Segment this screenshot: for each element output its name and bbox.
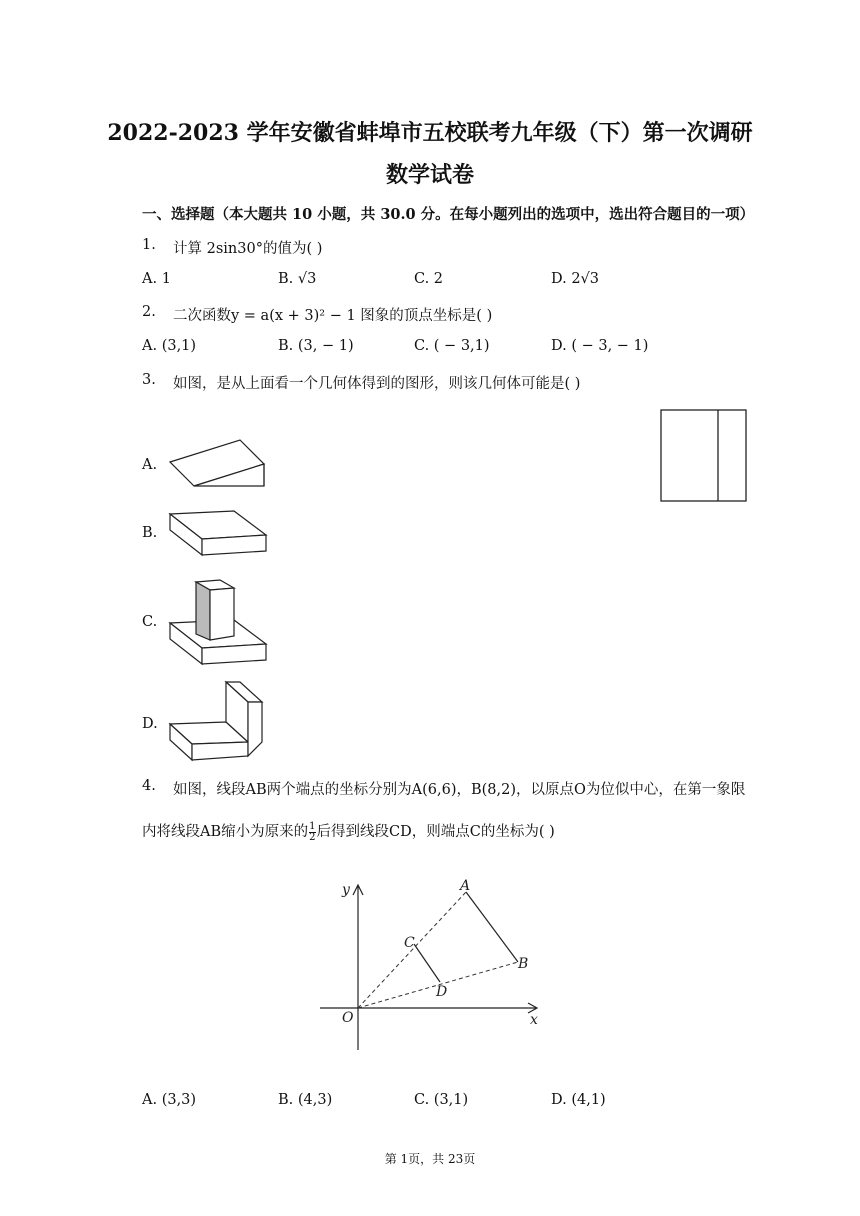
q3-option-d: D. bbox=[142, 716, 158, 732]
page-title: 2022-2023 学年安徽省蚌埠市五校联考九年级（下）第一次调研 bbox=[107, 120, 753, 146]
top-view-figure bbox=[660, 409, 748, 503]
q3-solid-c-block-on-slab bbox=[168, 578, 272, 670]
q4-option-d: D. (4,1) bbox=[551, 1092, 606, 1108]
question-4-text-line2-start: 内将线段AB缩小为原来的 bbox=[142, 824, 309, 840]
q3-option-a: A. bbox=[142, 457, 158, 473]
page-subtitle: 数学试卷 bbox=[385, 162, 474, 188]
label-b: B bbox=[518, 956, 529, 972]
q1-option-b: B. √3 bbox=[278, 271, 317, 287]
q3-option-c: C. bbox=[142, 614, 158, 630]
question-4-number: 4. bbox=[142, 778, 156, 794]
q1-option-d: D. 2√3 bbox=[551, 271, 600, 287]
label-x: x bbox=[530, 1012, 538, 1028]
q4-option-c: C. (3,1) bbox=[414, 1092, 469, 1108]
q2-option-b: B. (3, − 1) bbox=[278, 338, 354, 354]
q3-option-b: B. bbox=[142, 525, 158, 541]
page-footer: 第 1页，共 23页 bbox=[384, 1152, 476, 1166]
label-a: A bbox=[460, 878, 471, 894]
label-o: O bbox=[342, 1010, 354, 1026]
question-1-text: 计算 2sin30°的值为( ) bbox=[173, 241, 323, 257]
q2-option-a: A. (3,1) bbox=[142, 338, 197, 354]
q3-solid-b-slab bbox=[168, 509, 272, 559]
section-header: 一、选择题（本大题共 10 小题，共 30.0 分。在每小题列出的选项中，选出符合题目的一项） bbox=[142, 206, 755, 223]
q2-option-c: C. ( − 3,1) bbox=[414, 338, 490, 354]
q1-option-a: A. 1 bbox=[142, 271, 171, 287]
label-d: D bbox=[436, 984, 448, 1000]
question-2-number: 2. bbox=[142, 304, 156, 320]
fraction-denominator: 2 bbox=[309, 831, 316, 843]
fraction-numerator: 1 bbox=[309, 820, 316, 832]
label-y: y bbox=[342, 882, 350, 898]
coordinate-figure bbox=[318, 878, 548, 1054]
q3-solid-a-wedge bbox=[168, 438, 272, 490]
question-1-number: 1. bbox=[142, 237, 156, 253]
q1-option-c: C. 2 bbox=[414, 271, 444, 287]
q4-option-a: A. (3,3) bbox=[142, 1092, 197, 1108]
fraction-one-half bbox=[309, 822, 315, 843]
q3-solid-d-l-shape bbox=[168, 680, 272, 770]
q2-option-d: D. ( − 3, − 1) bbox=[551, 338, 649, 354]
question-4-text-line2 bbox=[142, 820, 555, 843]
question-2-text: 二次函数y = a(x + 3)² − 1 图象的顶点坐标是( ) bbox=[173, 308, 493, 324]
label-c: C bbox=[404, 935, 415, 951]
q4-option-b: B. (4,3) bbox=[278, 1092, 333, 1108]
question-4-text-line2-end: 后得到线段CD，则端点C的坐标为( ) bbox=[316, 824, 555, 840]
question-3-number: 3. bbox=[142, 372, 156, 388]
question-3-text: 如图，是从上面看一个几何体得到的图形，则该几何体可能是( ) bbox=[173, 376, 581, 392]
question-4-text-line1: 如图，线段AB两个端点的坐标分别为A(6,6)，B(8,2)，以原点O为位似中心，在第一象限 bbox=[173, 782, 746, 798]
